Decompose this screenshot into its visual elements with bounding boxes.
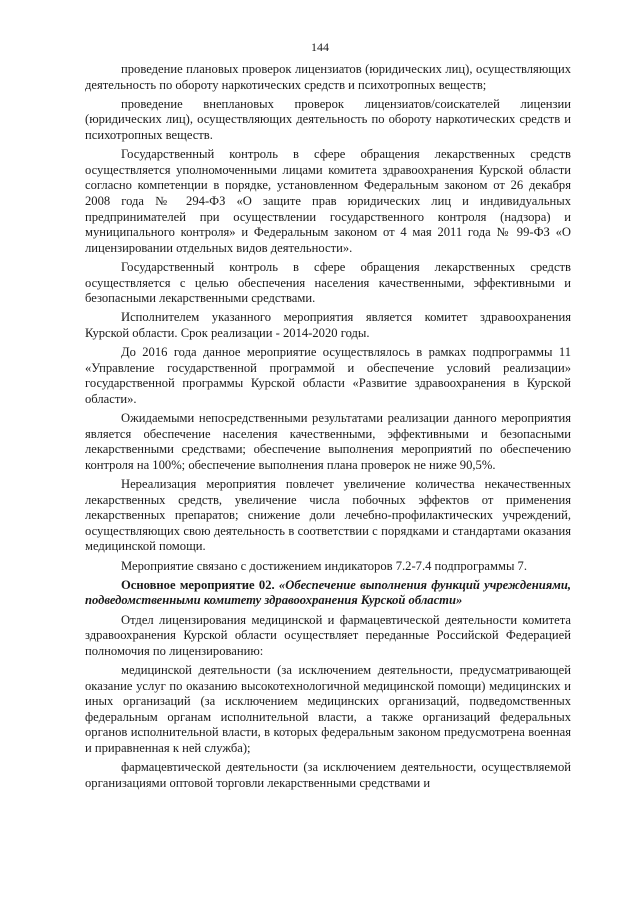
section-heading-label: Основное мероприятие 02. (121, 577, 275, 592)
paragraph: фармацевтической деятельности (за исключением деятельности, осуществляемой организациями оптовой торговли лекарственными средствами и (85, 760, 571, 790)
section-heading-title: «Обеспечение выполнения функций учреждениями, подведомственными комитету здравоохранения Курской области» (85, 577, 571, 608)
paragraph: проведение внеплановых проверок лицензиатов/соискателей лицензии (юридических лиц), осуществляющих деятельность по обороту наркотических средств и психотропных веществ. (85, 96, 571, 142)
paragraph: Нереализация мероприятия повлечет увеличение количества некачественных лекарственных средств, увеличение числа побочных эффектов от применения лекарственных препаратов; снижение доли лечебно-профилактических учреждений, осуществляющих свою деятельность в соответствии с порядками и стандартами оказания медицинской помощи. (85, 477, 571, 554)
paragraph: Отдел лицензирования медицинской и фармацевтической деятельности комитета здравоохранения Курской области осуществляет переданные Российской Федерацией полномочия по лицензированию: (85, 612, 571, 658)
document-body (85, 62, 571, 795)
paragraph: Государственный контроль в сфере обращения лекарственных средств осуществляется с целью обеспечения населения качественными, эффективными и безопасными лекарственными средствами. (85, 259, 571, 306)
page-number: 144 (311, 40, 329, 54)
paragraph: Исполнителем указанного мероприятия является комитет здравоохранения Курской области. Срок реализации - 2014-2020 годы. (85, 310, 571, 340)
paragraph: Мероприятие связано с достижением индикаторов 7.2-7.4 подпрограммы 7. (121, 558, 528, 573)
paragraph: Ожидаемыми непосредственными результатами реализации данного мероприятия является обеспечение населения качественными, эффективными и безопасными лекарственными средствами; обеспечение выполнения мероприятий по обеспечению контроля на 100%; обеспечение выполнения плана проверок не ниже 90,5%. (85, 411, 571, 472)
paragraph: проведение плановых проверок лицензиатов (юридических лиц), осуществляющих деятельность по обороту наркотических средств и психотропных веществ; (85, 62, 571, 92)
paragraph: Государственный контроль в сфере обращения лекарственных средств осуществляется уполномоченными лицами комитета здравоохранения Курской области согласно компетенции в порядке, установленном Федеральным законом от 26 декабря 2008 года № 294-ФЗ «О защите прав юридических лиц и индивидуальных предпринимателей при осуществлении государственного контроля (надзора) и муниципального контроля» и Федеральным законом от 4 мая 2011 года № 99-ФЗ «О лицензировании отдельных видов деятельности». (85, 147, 571, 255)
paragraph: медицинской деятельности (за исключением деятельности, предусматривающей оказание услуг по оказанию высокотехнологичной медицинской помощи) медицинских и иных организаций (за исключением медицинских организаций, подведомственных федеральным органам исполнительной власти, а также организаций федеральных органов исполнительной власти, в которых федеральным законом предусмотрена военная и приравненная к ней служба); (85, 662, 571, 755)
paragraph: До 2016 года данное мероприятие осуществлялось в рамках подпрограммы 11 «Управление государственной программой и обеспечение условий реализации» государственной программы Курской области «Развитие здравоохранения в Курской области». (85, 345, 571, 406)
section-heading (85, 578, 571, 609)
